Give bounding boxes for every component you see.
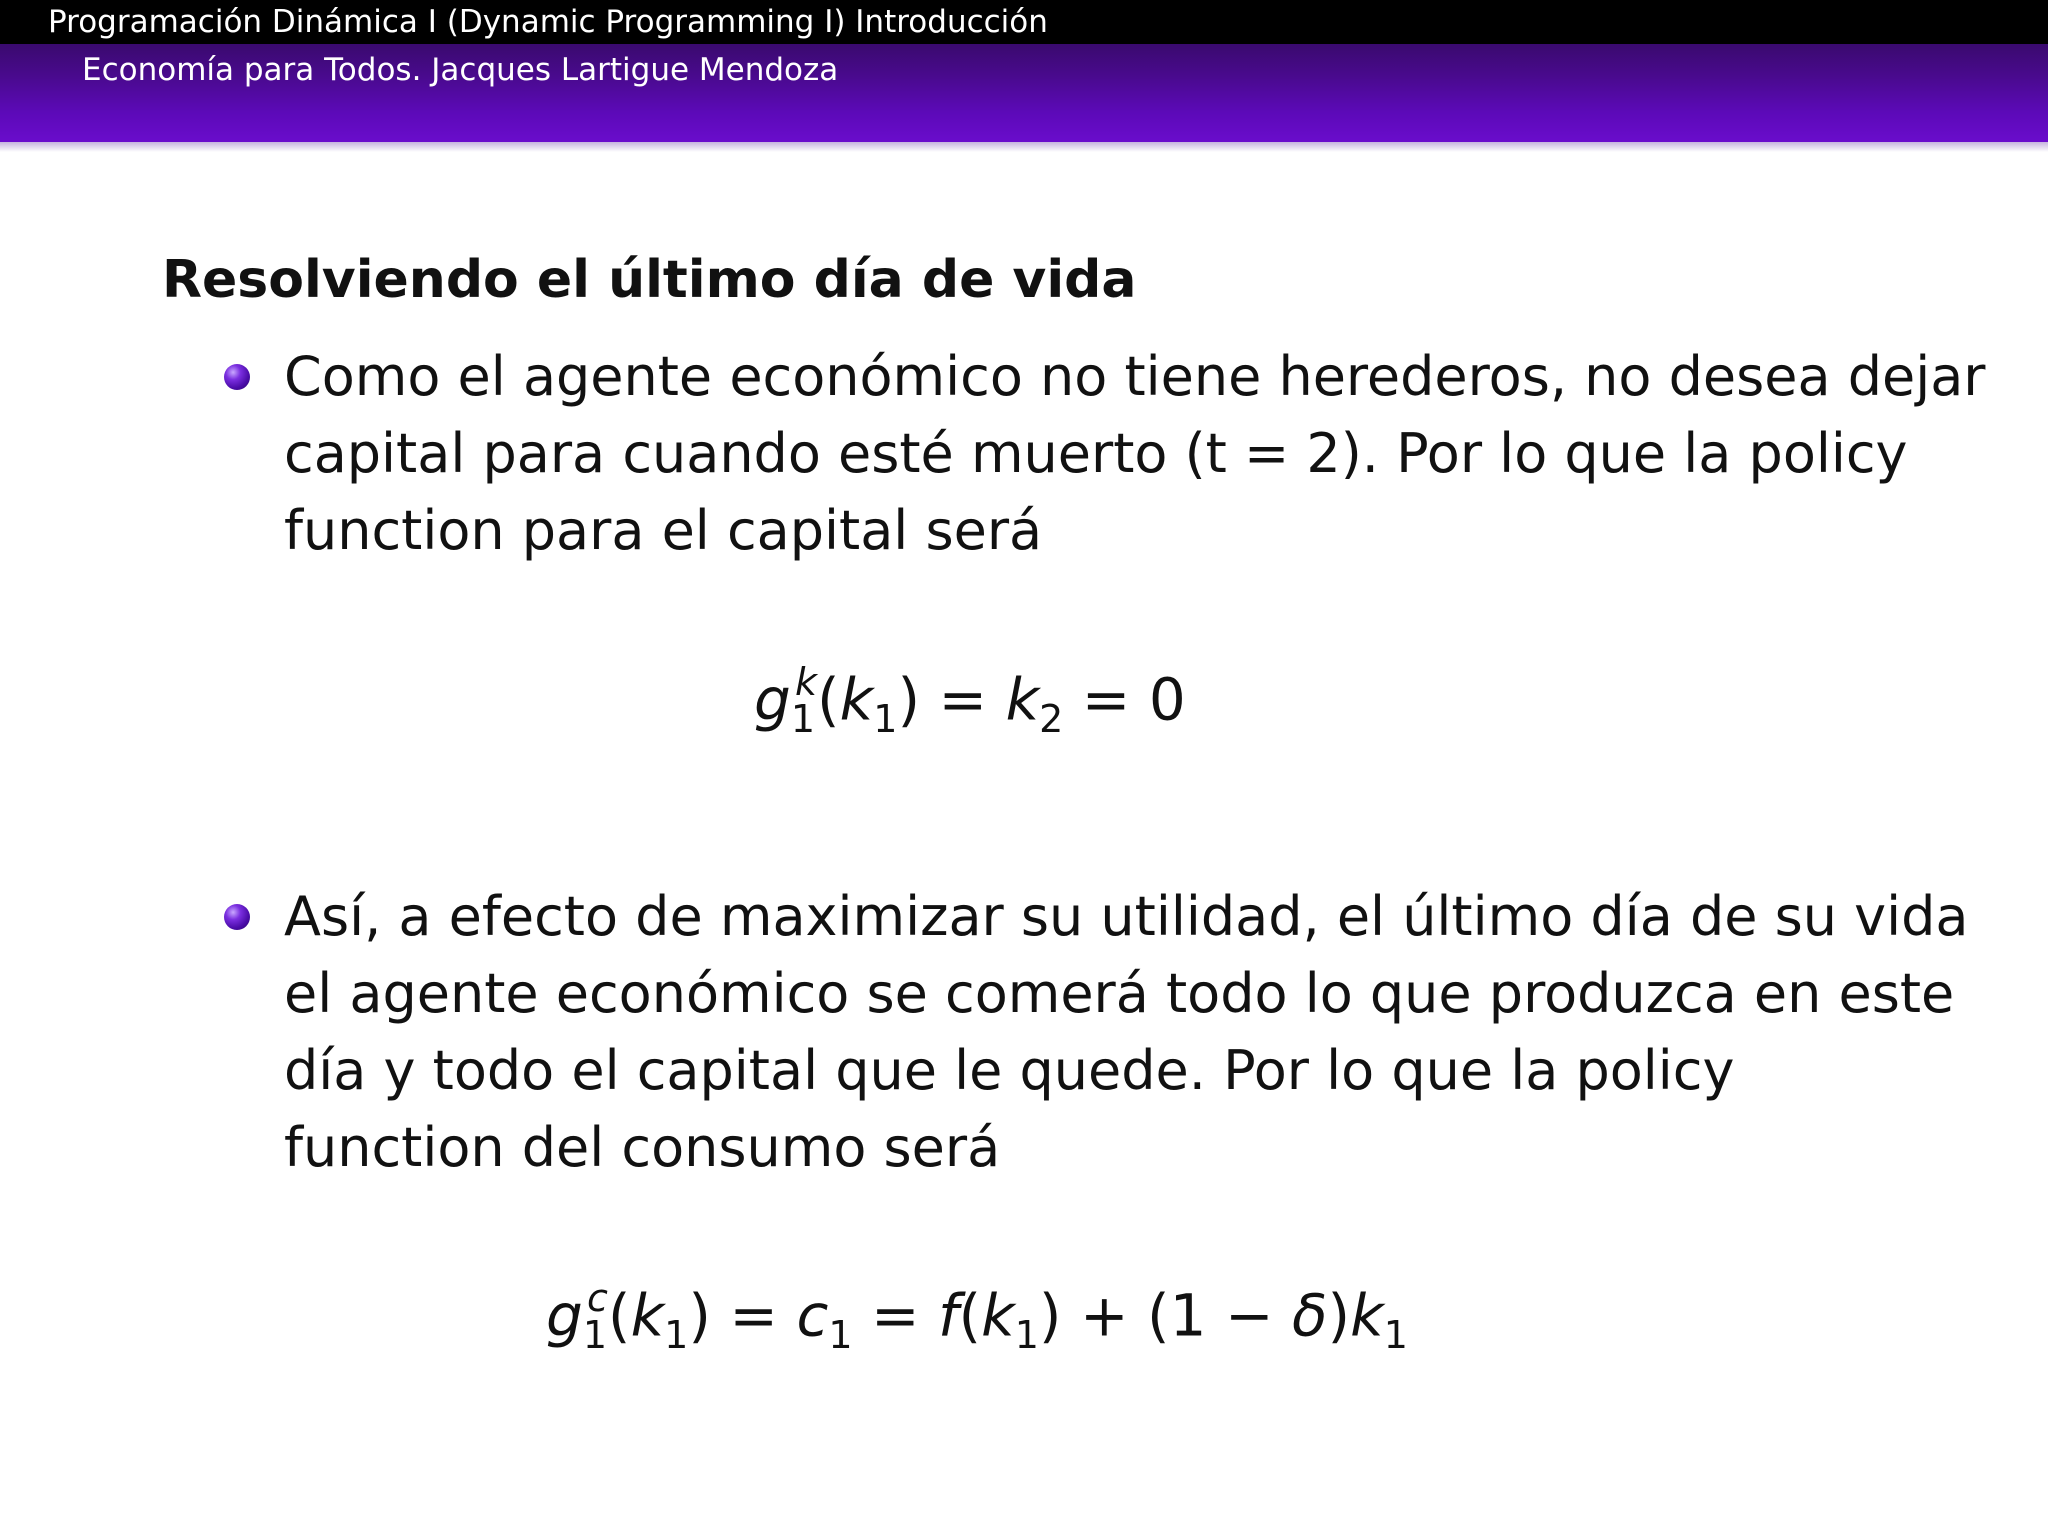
eq2-open-paren-2: (: [958, 1281, 982, 1350]
eq2-c-sub: 1: [828, 1312, 853, 1357]
eq2-k3-sub: 1: [1383, 1312, 1408, 1357]
bullet-icon: [224, 904, 250, 930]
bullet-1-line: capital para cuando esté muerto (t = 2). Por lo que la policy: [284, 422, 1908, 485]
header-subtitle: Economía para Todos. Jacques Lartigue Mendoza: [82, 52, 839, 88]
eq2-close-paren-2: ): [1038, 1281, 1062, 1350]
bullet-1-line: Como el agente económico no tiene herederos, no desea dejar: [284, 345, 1986, 408]
bullet-text-1: [284, 338, 1986, 569]
bullet-text-2: [284, 878, 1968, 1186]
eq1-k2-sub: 2: [1039, 696, 1064, 741]
eq2-k2-sub: 1: [1014, 1312, 1039, 1357]
eq1-k: k: [839, 665, 874, 734]
eq1-g: g: [754, 665, 791, 734]
equation-consumption-policy: [546, 1262, 1408, 1375]
eq1-k2: k: [1005, 665, 1040, 734]
eq2-f: f: [938, 1281, 959, 1350]
bullet-icon: [224, 364, 250, 390]
eq2-equals-2: =: [852, 1281, 939, 1350]
eq2-k2: k: [981, 1281, 1015, 1350]
eq2-open-paren: (: [607, 1281, 631, 1350]
eq1-k-sub: 1: [873, 696, 898, 741]
eq1-g-sup: k: [795, 660, 818, 704]
eq2-g-sub: 1: [582, 1312, 608, 1357]
eq1-g-sub: 1: [790, 696, 816, 741]
eq2-equals: =: [710, 1281, 797, 1350]
eq2-one-minus: (1 −: [1147, 1281, 1292, 1350]
bullet-1-line: function para el capital será: [284, 499, 1043, 562]
bullet-2-line: function del consumo será: [284, 1116, 1001, 1179]
eq2-k-sub: 1: [664, 1312, 689, 1357]
eq2-k: k: [630, 1281, 665, 1350]
eq1-equals: =: [920, 665, 1006, 734]
eq2-k3: k: [1350, 1281, 1384, 1350]
bullet-2-line: el agente económico se comerá todo lo que produzca en este: [284, 962, 1955, 1025]
eq2-g-sup: c: [587, 1276, 608, 1320]
frame-title: Resolviendo el último día de vida: [162, 250, 1137, 310]
bullet-2-line: día y todo el capital que le quede. Por lo que la policy: [284, 1039, 1735, 1102]
eq1-close-paren: ): [897, 665, 921, 734]
header-shadow: [0, 142, 2048, 152]
eq1-equals-2: =: [1063, 665, 1149, 734]
eq2-close-paren: ): [688, 1281, 711, 1350]
eq2-c: c: [796, 1281, 829, 1350]
bullet-2-line: Así, a efecto de maximizar su utilidad, el último día de su vida: [284, 885, 1969, 948]
header-title: Programación Dinámica I (Dynamic Programming I) Introducción: [48, 4, 1048, 40]
eq2-plus: +: [1061, 1281, 1147, 1350]
eq1-open-paren: (: [817, 665, 840, 734]
eq2-g: g: [546, 1281, 583, 1350]
eq2-delta: δ: [1292, 1281, 1328, 1350]
eq2-close-paren-3: ): [1327, 1281, 1351, 1350]
eq1-zero: 0: [1148, 665, 1186, 734]
equation-capital-policy: [754, 646, 1186, 759]
